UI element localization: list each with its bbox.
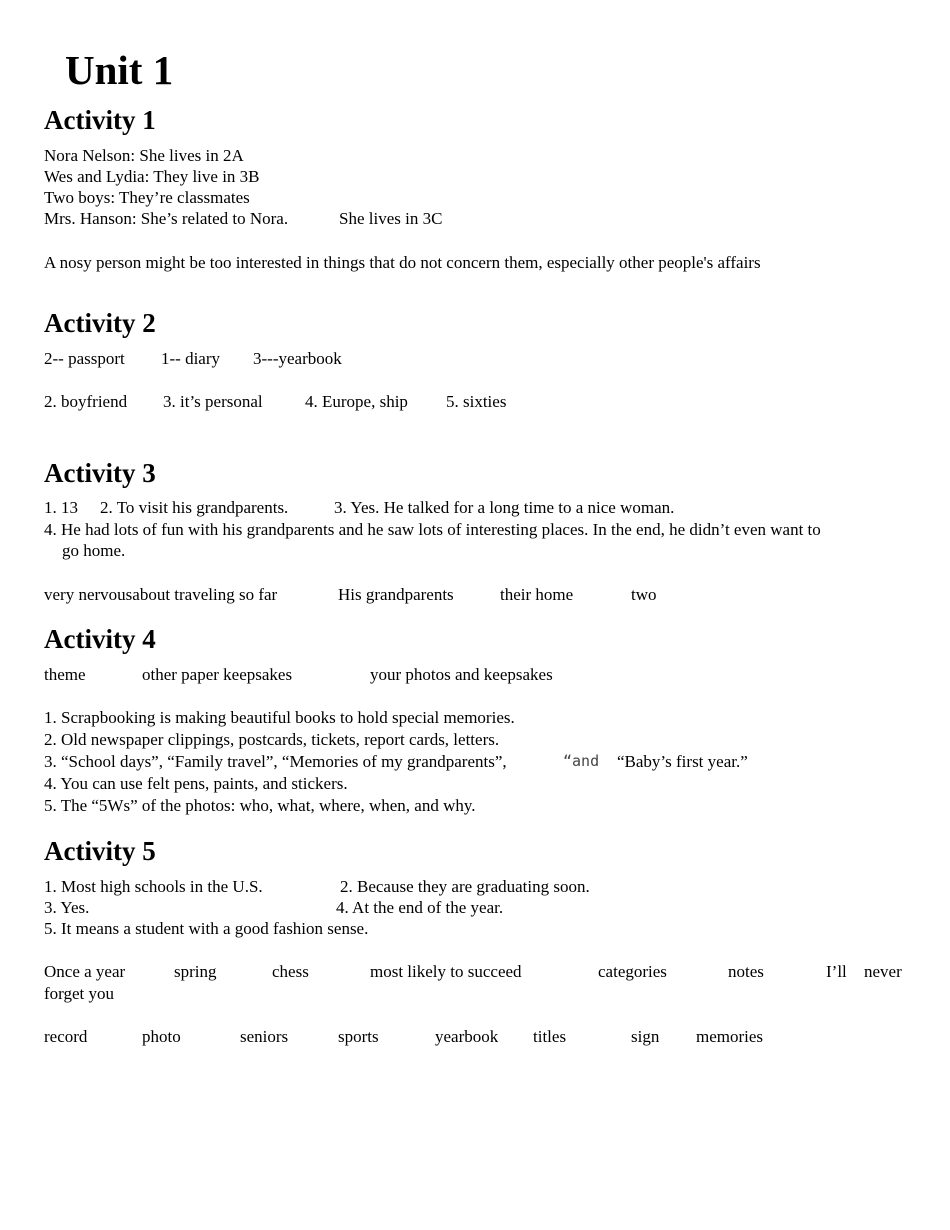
word-item: yearbook bbox=[435, 1027, 499, 1046]
answer-item: 2-- passport bbox=[44, 349, 125, 368]
word-item: sign bbox=[631, 1027, 660, 1046]
answer-item: your photos and keepsakes bbox=[370, 665, 553, 684]
answer-fragment: “and bbox=[563, 752, 600, 770]
word-item: memories bbox=[696, 1027, 764, 1046]
word-item: forget you bbox=[44, 984, 115, 1003]
word-item: categories bbox=[598, 962, 667, 981]
answer-item: 2. boyfriend bbox=[44, 392, 128, 411]
word-item: Once a year bbox=[44, 962, 126, 981]
answer-line: Wes and Lydia: They live in 3B bbox=[44, 167, 260, 186]
answer-item: 2. Because they are graduating soon. bbox=[340, 877, 590, 896]
activity-heading: Activity 4 bbox=[44, 624, 156, 654]
answer-line: 3. “School days”, “Family travel”, “Memories of my grandparents”, bbox=[44, 752, 507, 771]
answer-line: Nora Nelson: She lives in 2A bbox=[44, 146, 244, 165]
page-title: Unit 1 bbox=[65, 47, 174, 93]
answer-item: 3---yearbook bbox=[253, 349, 342, 368]
answer-item: 3. Yes. He talked for a long time to a nice woman. bbox=[334, 498, 675, 517]
answer-item: theme bbox=[44, 665, 86, 684]
answer-item: two bbox=[631, 585, 657, 604]
answer-line: 2. Old newspaper clippings, postcards, tickets, report cards, letters. bbox=[44, 730, 500, 749]
answer-item: other paper keepsakes bbox=[142, 665, 293, 684]
answer-item: 2. To visit his grandparents. bbox=[100, 498, 289, 517]
answer-line: Mrs. Hanson: She’s related to Nora. bbox=[44, 209, 289, 228]
word-item: spring bbox=[174, 962, 217, 981]
answer-item: 1. Most high schools in the U.S. bbox=[44, 877, 263, 896]
answer-item: 1-- diary bbox=[161, 349, 221, 368]
word-item: photo bbox=[142, 1027, 181, 1046]
activity-heading: Activity 1 bbox=[44, 105, 156, 135]
answer-line: 4. He had lots of fun with his grandparents and he saw lots of interesting places. In the end, he didn’t even want to bbox=[44, 520, 821, 539]
answer-item: 3. Yes. bbox=[44, 898, 90, 917]
word-item: never bbox=[864, 962, 902, 981]
activity-heading: Activity 5 bbox=[44, 836, 156, 866]
answer-item: their home bbox=[500, 585, 574, 604]
word-item: most likely to succeed bbox=[370, 962, 522, 981]
word-item: seniors bbox=[240, 1027, 289, 1046]
word-item: notes bbox=[728, 962, 764, 981]
answer-line: Two boys: They’re classmates bbox=[44, 188, 250, 207]
answer-item: His grandparents bbox=[338, 585, 454, 604]
answer-line: 5. The “5Ws” of the photos: who, what, where, when, and why. bbox=[44, 796, 476, 815]
word-item: titles bbox=[533, 1027, 567, 1046]
word-item: sports bbox=[338, 1027, 379, 1046]
activity-heading: Activity 3 bbox=[44, 458, 156, 488]
answer-item: 5. It means a student with a good fashion sense. bbox=[44, 919, 369, 938]
answer-item: very nervousabout traveling so far bbox=[44, 585, 278, 604]
answer-fragment: “Baby’s first year.” bbox=[617, 752, 748, 771]
answer-item: 5. sixties bbox=[446, 392, 507, 411]
answer-item: 4. Europe, ship bbox=[305, 392, 408, 411]
word-item: chess bbox=[272, 962, 309, 981]
answer-item: 1. 13 bbox=[44, 498, 78, 517]
answer-line: 4. You can use felt pens, paints, and stickers. bbox=[44, 774, 348, 793]
word-item: I’ll bbox=[826, 962, 847, 981]
word-item: record bbox=[44, 1027, 88, 1046]
answer-line: go home. bbox=[62, 541, 126, 560]
answer-item: 4. At the end of the year. bbox=[336, 898, 504, 917]
answer-line: She lives in 3C bbox=[339, 209, 443, 228]
answer-item: 3. it’s personal bbox=[163, 392, 263, 411]
answer-line: A nosy person might be too interested in things that do not concern them, especially other people's affairs bbox=[44, 253, 761, 272]
activity-heading: Activity 2 bbox=[44, 308, 156, 338]
answer-line: 1. Scrapbooking is making beautiful books to hold special memories. bbox=[44, 708, 515, 727]
